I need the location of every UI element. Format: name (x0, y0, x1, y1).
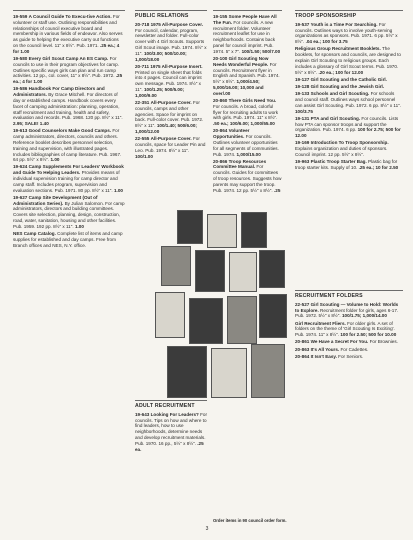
item-number: 22-527 (295, 301, 310, 307)
item-description: For councils, space for Leader Pin and Leo. Pub. 1974. 8½" x 11". (135, 136, 206, 153)
item-number: 19-580 (13, 55, 28, 61)
catalog-entry (13, 56, 125, 85)
item-price: .25 (274, 187, 281, 193)
item-price: .50 ea.; 100/6.00; 1,000/55.00 (213, 121, 275, 127)
item-title: NES Camp Catalog. (13, 231, 56, 237)
catalog-entry (213, 128, 282, 157)
catalog-entry (295, 347, 403, 353)
item-title: Camp Supplements For Leaders' Workbook and Guide To Helping Leaders. (13, 164, 124, 176)
item-description: For Seniors. (338, 353, 364, 359)
column-public-relations (135, 14, 207, 161)
item-title: Troop Resources Committee Manual. (213, 158, 267, 170)
item-number: 19-127 (295, 76, 310, 82)
catalog-entry (13, 231, 125, 248)
item-number: 20-864 (213, 128, 228, 134)
item-title: Looking For Leaders? (150, 411, 199, 417)
catalog-entry (13, 128, 125, 163)
catalog-entry (295, 354, 403, 360)
rule-recruitment-folders (295, 290, 403, 291)
item-description: For councils. Lists how PTA can sponsor troops and support the organization. Pub. 1974. 6 pp. (295, 115, 399, 133)
item-description: The booklets, for sponsors and councils, are designed to explain Girl Scouting to religious groups. Each includes a glossary of Girl Scout terms. Pub. 1970. 5½" x 8½". (295, 46, 401, 75)
catalog-entry (295, 84, 403, 90)
item-description: Complete list of items and camp supplies for established and day camps. Free from Branch offices and NES, N.Y. office. (13, 231, 123, 248)
item-description: For councils. A new recruitment folder. Volunteer recruitment leaflet for use in neighborhoods. Contains back panel for council imprint. Pub. 1974. 5" x 7". (213, 19, 276, 54)
catalog-entry (295, 302, 403, 319)
catalog-entry (295, 46, 403, 75)
rule-adult-recruitment (135, 400, 207, 401)
catalog-entry (295, 91, 403, 114)
item-title: 1975 All-Purpose Cover. (150, 21, 204, 27)
item-description: For councils. Guides for committees of troop resources. Suggests how parents may support the troop. Pub. 1974. 12 pp. 5½" x 8½". (213, 164, 282, 193)
catalog-entry (13, 14, 125, 55)
item-number: 19-559 (13, 14, 28, 19)
item-number: 19-133 (295, 91, 310, 97)
item-price: 1.00 (74, 223, 84, 229)
cover-image (155, 292, 185, 338)
item-description: For councils to use in their program objectives for camp. Outlines specific ways girls can plan and run camp activities. 12 pp., col. cover, 11" x 8½". Pub. 1972. (13, 55, 119, 79)
item-number: 20-718 (135, 21, 150, 27)
catalog-entry (295, 116, 403, 139)
item-number: 20-711 (135, 63, 150, 69)
cover-image (227, 296, 257, 344)
item-description: For Brownies. (369, 339, 398, 345)
section-header-public-relations: PUBLIC RELATIONS (135, 13, 189, 19)
catalog-entry (13, 86, 125, 127)
catalog-entry (213, 159, 282, 194)
catalog-entry (213, 56, 282, 97)
catalog-entry (213, 98, 282, 127)
section-header-troop-sponsorship: TROOP SPONSORSHIP (295, 13, 357, 19)
item-title: All-Purpose Cover. (150, 99, 192, 105)
catalog-entry (135, 412, 207, 453)
item-price: 100/3.00; 500/10.00; 1,000/18.00 (135, 50, 187, 62)
item-number: 19-169 (295, 140, 310, 146)
item-description: Printed on single sheet that folds into 4 pages. Council can imprint own message. Pub. 1974. 8½" x 11". (135, 69, 202, 92)
item-description: For councils. Tips on how and where to find leaders, how to use neighborhoods, determine needs and develop recruitment materials. Pub. 1970. 16 pp., 5½" x 8½". (135, 411, 208, 446)
item-description: For older girls. A set of folders on the theme of 'Girl Scouting Is Exciting'. Pub. 1974. 11" x 8½". (295, 320, 395, 338)
item-description: For councils, camps and other agencies. Space for imprint on back. Full-color cover. Pub. 1972. 8½" x 11". (135, 99, 204, 129)
item-description: For councils. Outlines ways to involve youth-serving organizations as sponsors. Pub. 1971. 6 pp. 5½" x 8½". (295, 21, 398, 45)
item-title: Girl Scouting — Volume to Hold: Worlds to Explore. (295, 301, 399, 313)
column-adult-recruitment-items (213, 14, 282, 195)
item-title: We Have a Secret For You. (310, 339, 369, 345)
item-number: 19-963 (295, 159, 310, 165)
item-number: 20-863 (295, 346, 310, 352)
item-number: 19-155 (213, 14, 228, 19)
item-price: .20 ea.; 100 for 12.00 (318, 69, 364, 75)
item-title: Every Girl Scout Camp An ES Camp. (28, 55, 109, 61)
cover-image (211, 348, 247, 398)
item-number: 19-586 (13, 86, 28, 92)
item-number: 20-860 (213, 97, 228, 103)
item-title: All-Purpose Cover. (150, 136, 192, 142)
item-description: For Cadettes. (340, 346, 369, 352)
item-title: Plastic Troop Starter Bag. (310, 159, 367, 165)
publication-covers-photo (155, 210, 287, 400)
item-price: .25 ea.; 4 for 1.00 (13, 42, 120, 54)
item-description: For camp administrators, directors, councils and others. Reference booklet describes personnel selection, training and supervision, with illustrated pages. Includes bibliographies of camp literature. Pub. 1967. 64 pp. 5½" x 8½". (13, 128, 122, 163)
item-number: 20-864 (295, 353, 310, 359)
cover-image (251, 344, 285, 398)
column-recruitment-folders (295, 294, 403, 361)
item-title: Good Counselors Make Good Camps. (28, 128, 112, 134)
item-price: 100 for 2.50; 500 for 10.00 (340, 332, 397, 338)
item-title: Volunteer Opportunities. (213, 128, 250, 140)
item-title: Girl Scouting and the Jewish Girl. (310, 83, 385, 89)
item-price: 1.00 (50, 157, 60, 163)
item-title: Schools and Girl Scouting. (310, 91, 370, 97)
item-description: For schools and council staff. Outlines ways school personnel can assist Girl Scouting. Pub. 1972. 6 pp. 8½" x 11". (295, 91, 402, 108)
top-rule-col3 (213, 10, 282, 11)
item-number: 19-643 (135, 411, 150, 417)
item-description: By Grace Mitchell. For directors of day or established camps. Handbook covers every facet of camping administration: planning, operation, staff recruitment and training, health and safety, evaluation and records. Pub. 1968. 120 pp. 8½" x 11". (13, 92, 123, 121)
item-price: 100/1.40; 500/6.00; 1,000/12.00 (135, 123, 197, 134)
item-number: 20-861 (295, 339, 310, 345)
catalog-entry (295, 339, 403, 345)
item-title: There Girls Need You. (228, 97, 277, 103)
item-title: A Council Guide To Execu-tive Action. (28, 14, 112, 19)
cover-image (167, 346, 207, 398)
item-number: 19-627 (13, 194, 28, 200)
catalog-entry (295, 321, 403, 338)
column-adult-recruitment (135, 404, 207, 454)
item-number: 22-555 (135, 136, 150, 142)
item-description: For councils. Outlines volunteer opportunities for all segments of communities. Pub. 1974. (213, 134, 279, 157)
item-title: It's All Yours. (310, 346, 340, 352)
item-title: Girl Scouting Now Needs Wonderful People. (213, 55, 269, 67)
item-price: .25 ea.; 10 for 2.50 (358, 164, 399, 170)
item-title: Handbook For Camp Directors and Administrators. (13, 86, 105, 98)
item-number: 19-131 (295, 115, 310, 121)
item-description: By Julian Salomon. For camp administrators, directors and building committees. Covers site selection, planning, design, construction, road, water, sanitation, housing and other facilities. Pub. 1959. 192 pp. 8½" x 11". (13, 200, 125, 229)
cover-image (259, 250, 285, 288)
catalog-entry (135, 100, 207, 135)
catalog-entry (135, 22, 207, 63)
item-title: 1975 All-Purpose Insert. (150, 63, 203, 69)
item-price: 100/1.25; 500/5.00; 1,000/9.00 (135, 86, 185, 98)
catalog-entry (295, 159, 403, 171)
top-rule-troop-sponsorship (295, 10, 403, 11)
cover-image (229, 252, 257, 292)
item-number: 19-613 (13, 128, 28, 134)
catalog-entry (135, 64, 207, 99)
item-price: 100/3.75 (295, 108, 313, 114)
item-price: 100/1.00 (135, 153, 153, 159)
item-description: For volunteer or staff use. Outlining responsibilities and relationships of council executive board and membership in various fields of endeavor. Also serves as guide to helping the executive carry out functions on the council level. 11" x 8½". Pub. 1971. (13, 14, 123, 48)
item-description: Plastic bag for troop starter kits. Supply of 10. (295, 159, 398, 170)
item-description: For council, calendar, program, newsletter and folder. Full-color cover with 4 Girl Scouts. Supports Girl Scout image. Pub. 1974. 8½" x 11". (135, 27, 207, 56)
catalog-entry (13, 195, 125, 230)
item-price: 1,000/15.00 (236, 151, 261, 157)
item-title: Girl Scouting and the Catholic Girl. (310, 76, 387, 82)
item-price: 2.95; SALE! 1.40 (13, 121, 49, 127)
column-troop-sponsorship (295, 14, 403, 172)
item-description: Recruitment folder for girls, ages 6-17. Pub. 1972. 5½" x 8½". (295, 307, 399, 319)
item-number: 19-624 (13, 164, 28, 170)
item-title: PTA and Girl Scouting. (310, 115, 361, 121)
catalog-entry (13, 164, 125, 193)
item-description: For councils. Recruitment flyer in English and Spanish. Pub. 1974. 5½" x 8½". (213, 61, 280, 85)
cover-image (241, 212, 267, 248)
item-price: 100 for 2.75; 500 for 12.00 (295, 127, 401, 139)
item-title: Camp Site Development (Out of Administration Series). (13, 194, 98, 206)
item-description: Provides means of individual supervision training for camp director and camp staff. Includes program, supervision and evaluation sections. Pub. 1971. 80 pp. 8½" x 11". (13, 170, 120, 193)
item-price: 100/1.75; 1,000/14.00 (341, 313, 387, 319)
cover-image (259, 294, 287, 338)
item-price: .25 ea. (135, 440, 204, 452)
section-header-recruitment-folders: RECRUITMENT FOLDERS (295, 293, 363, 299)
top-rule-public-relations (135, 10, 207, 11)
column-camp-publications (13, 14, 125, 250)
page-number: 3 (205, 526, 209, 532)
catalog-entry (213, 14, 282, 55)
cover-image (207, 214, 237, 248)
item-title: Youth is a Time For Searching. (310, 21, 378, 27)
item-number: 19-537 (295, 21, 310, 27)
item-description: Explains organization and duties of sponsors. Council imprint. 12 pp. 5½" x 8½". (295, 146, 388, 157)
item-description: For councils. A broad, colorful flyer for recruiting adults to work with girls. Pub. 1974. 11" x 8½". (213, 103, 279, 121)
order-footnote: Order items in 90 council order form. (213, 518, 287, 523)
item-number: 20-100 (213, 55, 228, 61)
item-title: Introduction To Troop Sponsorship. (310, 140, 389, 146)
item-title: Religious Group Recruitment Booklets. (295, 46, 381, 52)
top-rule-col1 (13, 10, 125, 11)
item-price: .04 ea.; 100 for 3.75 (305, 39, 348, 45)
cover-image (161, 246, 191, 286)
catalog-entry (295, 140, 403, 157)
item-price: 100/1.50; 500/7.00 (241, 48, 281, 54)
item-number: 22-351 (135, 99, 150, 105)
item-number: 20-866 (213, 158, 228, 164)
item-title: Some People Have All The Fun. (213, 14, 277, 25)
item-title: Girl Recruitment Fliers. (295, 320, 346, 326)
item-price: 1,000/4.50; 5,000/16.00; 10,000 and over/.00 (213, 79, 264, 96)
item-title: It Isn't Easy. (310, 353, 337, 359)
section-header-adult-recruitment: ADULT RECRUITMENT (135, 403, 195, 409)
cover-image (195, 250, 225, 292)
item-number: 19-128 (295, 83, 310, 89)
item-price: 1.00 (114, 187, 123, 193)
cover-image (177, 210, 203, 244)
catalog-entry (135, 136, 207, 159)
item-price: .25 ea.; 4 for 1.00 (13, 73, 123, 85)
catalog-entry (295, 22, 403, 45)
cover-image (189, 298, 223, 344)
catalog-entry (295, 77, 403, 83)
